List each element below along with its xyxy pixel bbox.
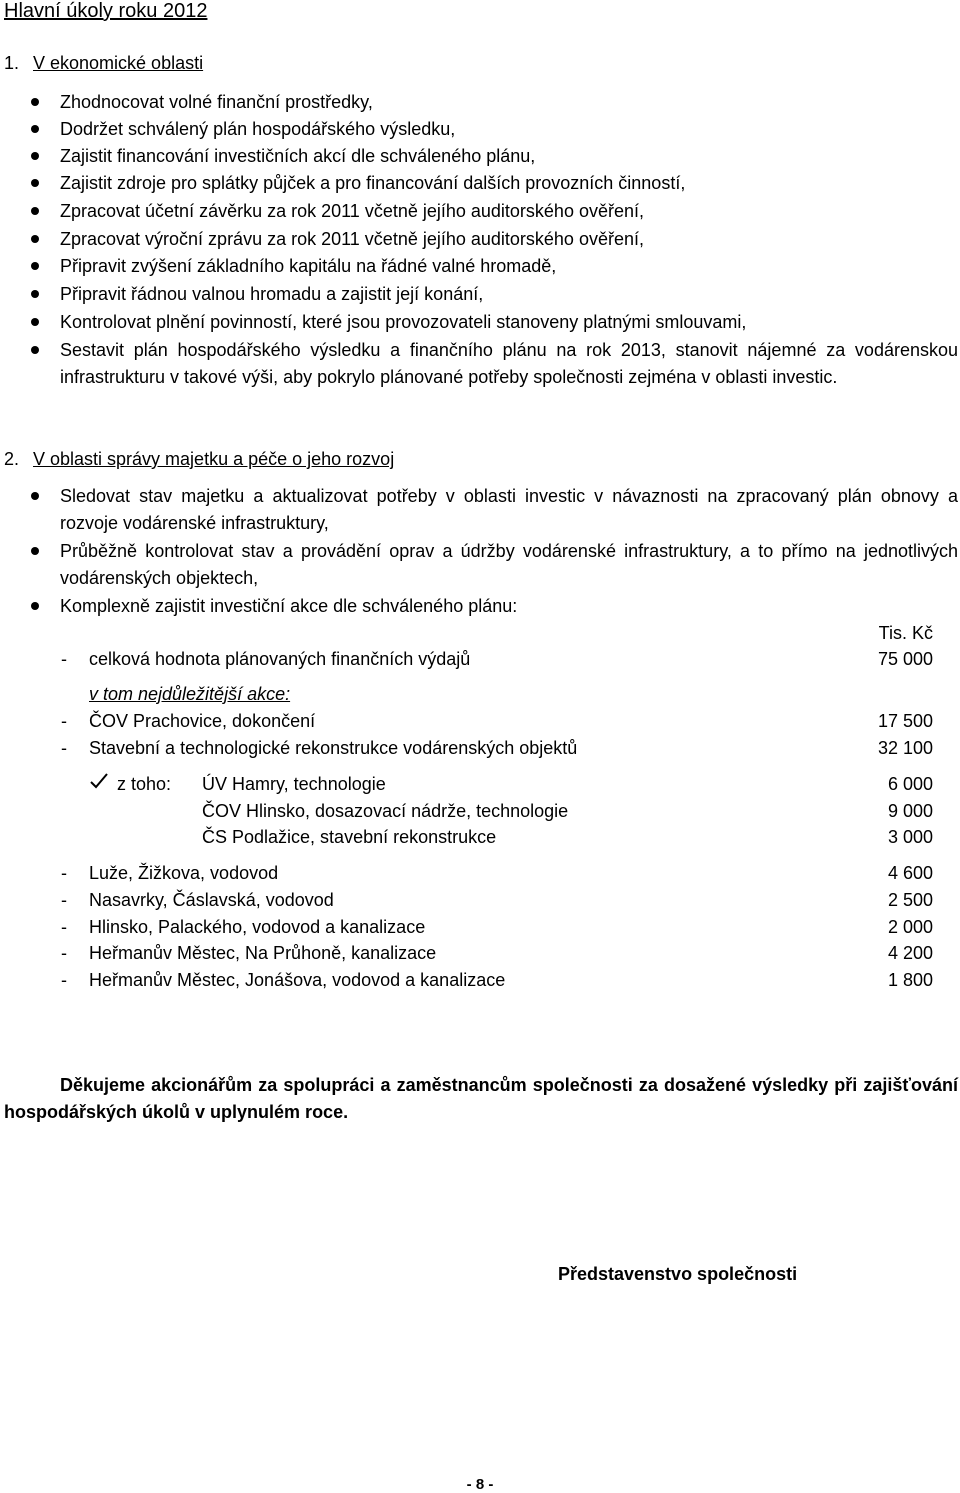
table-row-value: 4 200 xyxy=(887,943,933,963)
table-row-label: ČOV Prachovice, dokončení xyxy=(89,711,316,731)
total-value: 75 000 xyxy=(877,649,933,669)
list-item: Zajistit financování investičních akcí dle schváleného plánu, xyxy=(60,146,536,166)
bullet-icon xyxy=(31,98,39,106)
table-row-label: Heřmanův Městec, Jonášova, vodovod a kanalizace xyxy=(89,970,506,990)
list-item: Zpracovat účetní závěrku za rok 2011 včetně jejího auditorského ověření, xyxy=(60,201,644,221)
row-dash: - xyxy=(61,863,67,883)
list-item: Zhodnocovat volné finanční prostředky, xyxy=(60,92,373,112)
list-item: Zpracovat výroční zprávu za rok 2011 včetně jejího auditorského ověření, xyxy=(60,229,644,249)
bullet-icon xyxy=(31,290,39,298)
row-dash: - xyxy=(61,917,67,937)
table-row-value: 2 500 xyxy=(887,890,933,910)
list-item: Kontrolovat plnění povinností, které jsou provozovateli stanoveny platnými smlouvami, xyxy=(60,312,747,332)
table-row-label: Luže, Žižkova, vodovod xyxy=(89,863,279,883)
bullet-icon xyxy=(31,262,39,270)
row-dash: - xyxy=(61,649,67,669)
list-item: Sestavit plán hospodářského výsledku a finančního plánu na rok 2013, stanovit nájemné za vodárenskou infrastrukturu v takové výši, aby pokrylo plánované potřeby společnosti zejména v oblasti investic. xyxy=(60,340,958,387)
list-item: Dodržet schválený plán hospodářského výsledku, xyxy=(60,119,456,139)
table-row-value: 17 500 xyxy=(877,711,933,731)
sub-row-label: ÚV Hamry, technologie xyxy=(202,774,386,794)
table-row-value: 2 000 xyxy=(887,917,933,937)
checkmark-icon xyxy=(89,771,109,791)
bullet-icon xyxy=(31,235,39,243)
signature: Představenstvo společnosti xyxy=(558,1264,798,1284)
bullet-icon xyxy=(31,602,39,610)
table-row-label: Heřmanův Městec, Na Průhoně, kanalizace xyxy=(89,943,437,963)
table-row-label: Nasavrky, Čáslavská, vodovod xyxy=(89,890,334,910)
bullet-icon xyxy=(31,318,39,326)
bullet-icon xyxy=(31,125,39,133)
sub-row-value: 3 000 xyxy=(887,827,933,847)
total-label: celková hodnota plánovaných finančních výdajů xyxy=(89,649,471,669)
list-item: Připravit řádnou valnou hromadu a zajistit její konání, xyxy=(60,284,484,304)
bullet-icon xyxy=(31,207,39,215)
thanks-paragraph: Děkujeme akcionářům za spolupráci a zaměstnancům společnosti za dosažené výsledky při zajišťování hospodářských úkolů v uplynulém roce. xyxy=(4,1075,958,1122)
sub-row-value: 9 000 xyxy=(887,801,933,821)
section1-number: 1. xyxy=(4,53,20,73)
section2-number: 2. xyxy=(4,449,20,469)
list-item: Připravit zvýšení základního kapitálu na řádné valné hromadě, xyxy=(60,256,557,276)
unit-label: Tis. Kč xyxy=(878,623,933,643)
bullet-icon xyxy=(31,492,39,500)
bullet-icon xyxy=(31,152,39,160)
row-dash: - xyxy=(61,738,67,758)
table-row-value: 4 600 xyxy=(887,863,933,883)
row-dash: - xyxy=(61,943,67,963)
table-row-label: Hlinsko, Palackého, vodovod a kanalizace xyxy=(89,917,426,937)
sub-row-value: 6 000 xyxy=(887,774,933,794)
important-heading: v tom nejdůležitější akce: xyxy=(89,684,291,704)
of-which-label: z toho: xyxy=(117,774,172,794)
sub-row-label: ČS Podlažice, stavební rekonstrukce xyxy=(202,827,497,847)
bullet-icon xyxy=(31,346,39,354)
list-item: Zajistit zdroje pro splátky půjček a pro financování dalších provozních činností, xyxy=(60,173,686,193)
row-dash: - xyxy=(61,890,67,910)
list-item: Průběžně kontrolovat stav a provádění oprav a údržby vodárenské infrastruktury, a to přímo na jednotlivých vodárenských objektech, xyxy=(60,541,958,588)
sub-row-label: ČOV Hlinsko, dosazovací nádrže, technologie xyxy=(202,801,569,821)
bullet-icon xyxy=(31,547,39,555)
section1-heading: V ekonomické oblasti xyxy=(33,53,204,73)
list-item: Komplexně zajistit investiční akce dle schváleného plánu: xyxy=(60,596,518,616)
table-row-value: 1 800 xyxy=(887,970,933,990)
table-row-label: Stavební a technologické rekonstrukce vodárenských objektů xyxy=(89,738,578,758)
row-dash: - xyxy=(61,970,67,990)
table-row-value: 32 100 xyxy=(877,738,933,758)
section2-heading: V oblasti správy majetku a péče o jeho rozvoj xyxy=(33,449,395,469)
row-dash: - xyxy=(61,711,67,731)
bullet-icon xyxy=(31,179,39,187)
list-item: Sledovat stav majetku a aktualizovat potřeby v oblasti investic v návaznosti na zpracovaný plán obnovy a rozvoje vodárenské infrastruktury, xyxy=(60,486,958,533)
page-title: Hlavní úkoly roku 2012 xyxy=(4,0,208,22)
page-number: - 8 - xyxy=(466,1476,494,1493)
